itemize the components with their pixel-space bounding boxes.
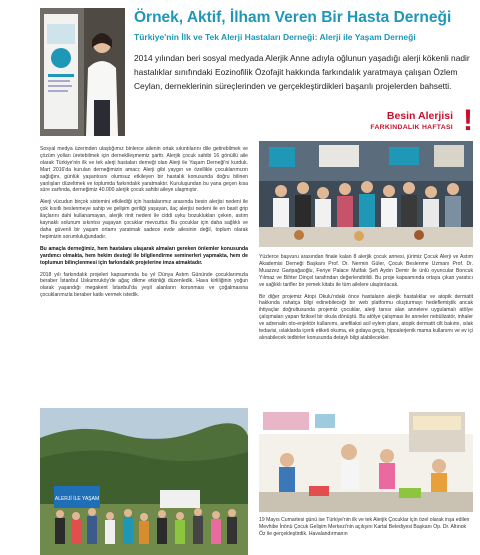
badge-line-1: Besin Alerjisi	[386, 110, 453, 122]
exclamation-icon: !	[463, 104, 473, 137]
badge-line-2: FARKINDALIK HAFTASI	[370, 124, 453, 131]
children-center-photo	[259, 408, 473, 512]
left-paragraph-2: Alerji vücudun birçok sistemini etkilediği için hastalarımız arasında besin alerjisi nedeni ile çok kısıtlı beslenmeye sahip ve gelişim geriliği yaşayan, ilaç alerjisi nedeni ile en basit grip ilaçlarını dahi kullanamayan, alerjik rinit nedeni ile ciddi uyku bozuklukları çeken, astım kaynaklı solunum sıkıntısı yaşayan çocuklar mevcuttur. Bu çocuklar için daha sağlıklı ve daha güvenli bir yaşam ortamı yaratmak sadece evde ailesinin değil, toplum olarak hepimizin sorumluluğundadır.	[40, 199, 248, 240]
bottom-caption: 19 Mayıs Cumartesi günü ise Türkiye'nin ilk ve tek Alerjik Çocuklar için özel olarak inşa edilen Mevhibe İnönü Çocuk Gelişim Merkezi'nin açılışını Kartal Belediyesi Başkanı Op. Dr. Altınok Öz ile gerçekleştirdik. Havalandırmanın	[259, 517, 470, 537]
left-paragraph-1: Sosyal medya üzerinden ulaştığımız binlerce ailenin ortak sıkıntılarını dile getirebilmek ve çözüm yolları üretebilmek için derneklleşmemiz şarttı. Alerjik çocuk sahibi 16 gönüllü aile olarak Türkiye'nin ilk ve tek alerji hastaları derneği olan Alerji ile Yaşam Derneği'ni kurduk. Mart 2016'da kurulan derneğimizin amacı; Alerji gibi yaygın ve özellikle çocuklarımızın sağlığını, günlük yaşantısını olumsuz etkileyen bir hastalık konusunda doğru bilinen yanlışları düzeltmek ve toplumda farkındalık yaratmaktır. Kuruluşundan bu yana geçen kısa süre zarfında, derneğimiz 40.000 alerjik çocuk sahibi aileye ulaşmıştır.	[40, 146, 248, 194]
page-subtitle: Türkiye'nin İlk ve Tek Alerji Hastaları Derneği: Alerji ile Yaşam Derneği	[134, 32, 416, 42]
tree-planting-photo	[40, 408, 248, 555]
right-text-column	[259, 254, 473, 347]
left-text-column	[40, 146, 248, 304]
cooking-event-photo	[259, 141, 473, 247]
intro-paragraph: 2014 yılından beri sosyal medyada Alerjik Anne adıyla oğlunun yaşadığı alerji kökenli nadir hastalıklar sınıfındaki Eozinofilik Özofajit hakkında farkındalık yaratmaya çalışan Özlem Ceylan, derneklerinin süreçlerinden ve gerçekleştirdikleri başarılı projelerden bahsetti.	[134, 53, 470, 91]
left-paragraph-4: 2018 yılı farkındalık projeleri kapsamında bu yıl Dünya Astım Gününde çocuklarımızla beraber İstanbul Uskumruköy'de ağaç dikme etkinliği düzenledik. Hava kirliliğinin yoğun olarak yaşandığı megakent İstanbul'da yeşil alanların korunması ve çoğalmasına çocuklarımızla beraber katkı vermek istedik.	[40, 271, 248, 299]
right-paragraph-2: Bir diğer projemiz Atopi Okulu'ndaki önce hastaların alerjik hastalıklar ve atopik dermatit hakkında rahatça bilgi edinebileceği bir web platformu oluşturmayı hedeflemiştik ancak ihtiyaçlar doğrultusunda projemiz çocuklar, alerji tanısı alan annelere uygulamalı atölye çalışmaları yapan fiziksel bir okula dönüştü. Bu atölye çalışması ile anneler nebülizatör, inhaler ve adrenalin oto-enjektör kullanımı, anefilaksi acil eylem planı, atopik dermatit cilt bakımı, ıslak tedavisi, ıslaklarda içerik etiketi okuma, ek gıdaya geçiş, hipoalerjenik mama kullanımı ve ev içi alınabilecek tedbirler konusunda detaylı bilgi alabilecekler.	[259, 293, 473, 341]
portrait-photo	[40, 8, 125, 136]
banner-text: ALERJİ İLE YAŞAM	[54, 496, 100, 502]
right-paragraph-1: Yüzlerce başvuru arasından finale kalan 8 alerjik çocuk annesi, jürimiz Çocuk Alerji ve Astım Akademisi Derneği Başkanı Prof. Dr. Nermin Güler, Çocuk Beslenme Uzmanı Prof. Dr. Muazzez Garipağaoğlu, Feriye Palace Mutfak Şefi Aydın Demir ile ünlü oyuncular Boncuk Yılmaz ve Bihter Dinçel tarafından değerlendirildi. Bu proje kapsamında ortaya çıkan yaratıcı ve sağlıklı tarifler bir yemek kitabı ile tüm ailelere ulaştırılacak.	[259, 254, 473, 288]
page-title: Örnek, Aktif, İlham Veren Bir Hasta Derneği	[134, 9, 452, 26]
left-paragraph-3: Bu amaçla derneğimiz, hem hastalara ulaşarak almaları gereken önlemler konusunda yardımcı olmakta, hem hekim desteği ile bilgilendirme seminerleri yapmakta, hem de toplumun bilinçlenmesi için farkındalık projelerine imza atmaktadır.	[40, 245, 248, 266]
